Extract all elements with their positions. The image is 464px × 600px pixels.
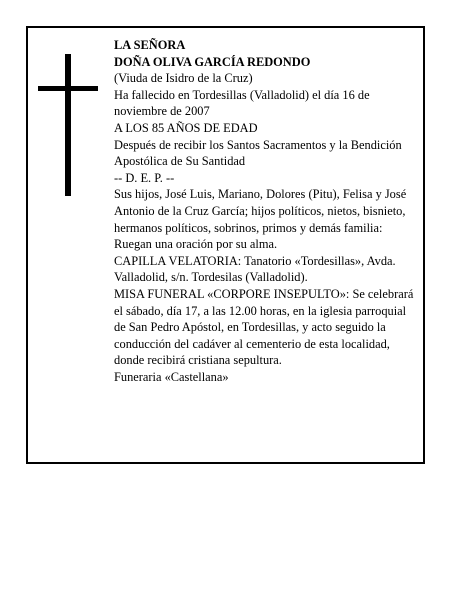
cross-icon bbox=[38, 54, 98, 196]
wake-info: CAPILLA VELATORIA: Tanatorio «Tordesillas», Avda. Valladolid, s/n. Tordesilas (Valladolid). bbox=[114, 253, 396, 285]
rip-line: -- D. E. P. -- bbox=[114, 170, 175, 185]
obituary-text bbox=[114, 37, 420, 385]
funeral-home: Funeraria «Castellana» bbox=[114, 369, 229, 384]
sacraments-line: Después de recibir los Santos Sacramentos y la Bendición Apostólica de Su Santidad bbox=[114, 137, 402, 169]
family-line: Sus hijos, José Luis, Mariano, Dolores (Pitu), Felisa y José Antonio de la Cruz García; hijos políticos, nietos, bisnieto, hermanos políticos, sobrinos, primos y demás familia: bbox=[114, 187, 407, 235]
cross-horizontal-bar bbox=[38, 86, 98, 91]
funeral-info: MISA FUNERAL «CORPORE INSEPULTO»: Se celebrará el sábado, día 17, a las 12.00 horas, en la iglesia parroquial de San Pedro Apóstol, en Tordesillas, y acto seguido la conducción del cadáver al cementerio de esta localidad, donde recibirá cristiana sepultura. bbox=[114, 286, 414, 368]
deceased-name: DOÑA OLIVA GARCÍA REDONDO bbox=[114, 54, 311, 69]
widow-of-line: (Viuda de Isidro de la Cruz) bbox=[114, 71, 253, 86]
prayer-request-line: Ruegan una oración por su alma. bbox=[114, 237, 278, 252]
notice-title: LA SEÑORA bbox=[114, 38, 186, 52]
age-line: A LOS 85 AÑOS DE EDAD bbox=[114, 120, 258, 135]
cross-vertical-bar bbox=[65, 54, 71, 196]
death-info: Ha fallecido en Tordesillas (Valladolid) el día 16 de noviembre de 2007 bbox=[114, 87, 370, 119]
